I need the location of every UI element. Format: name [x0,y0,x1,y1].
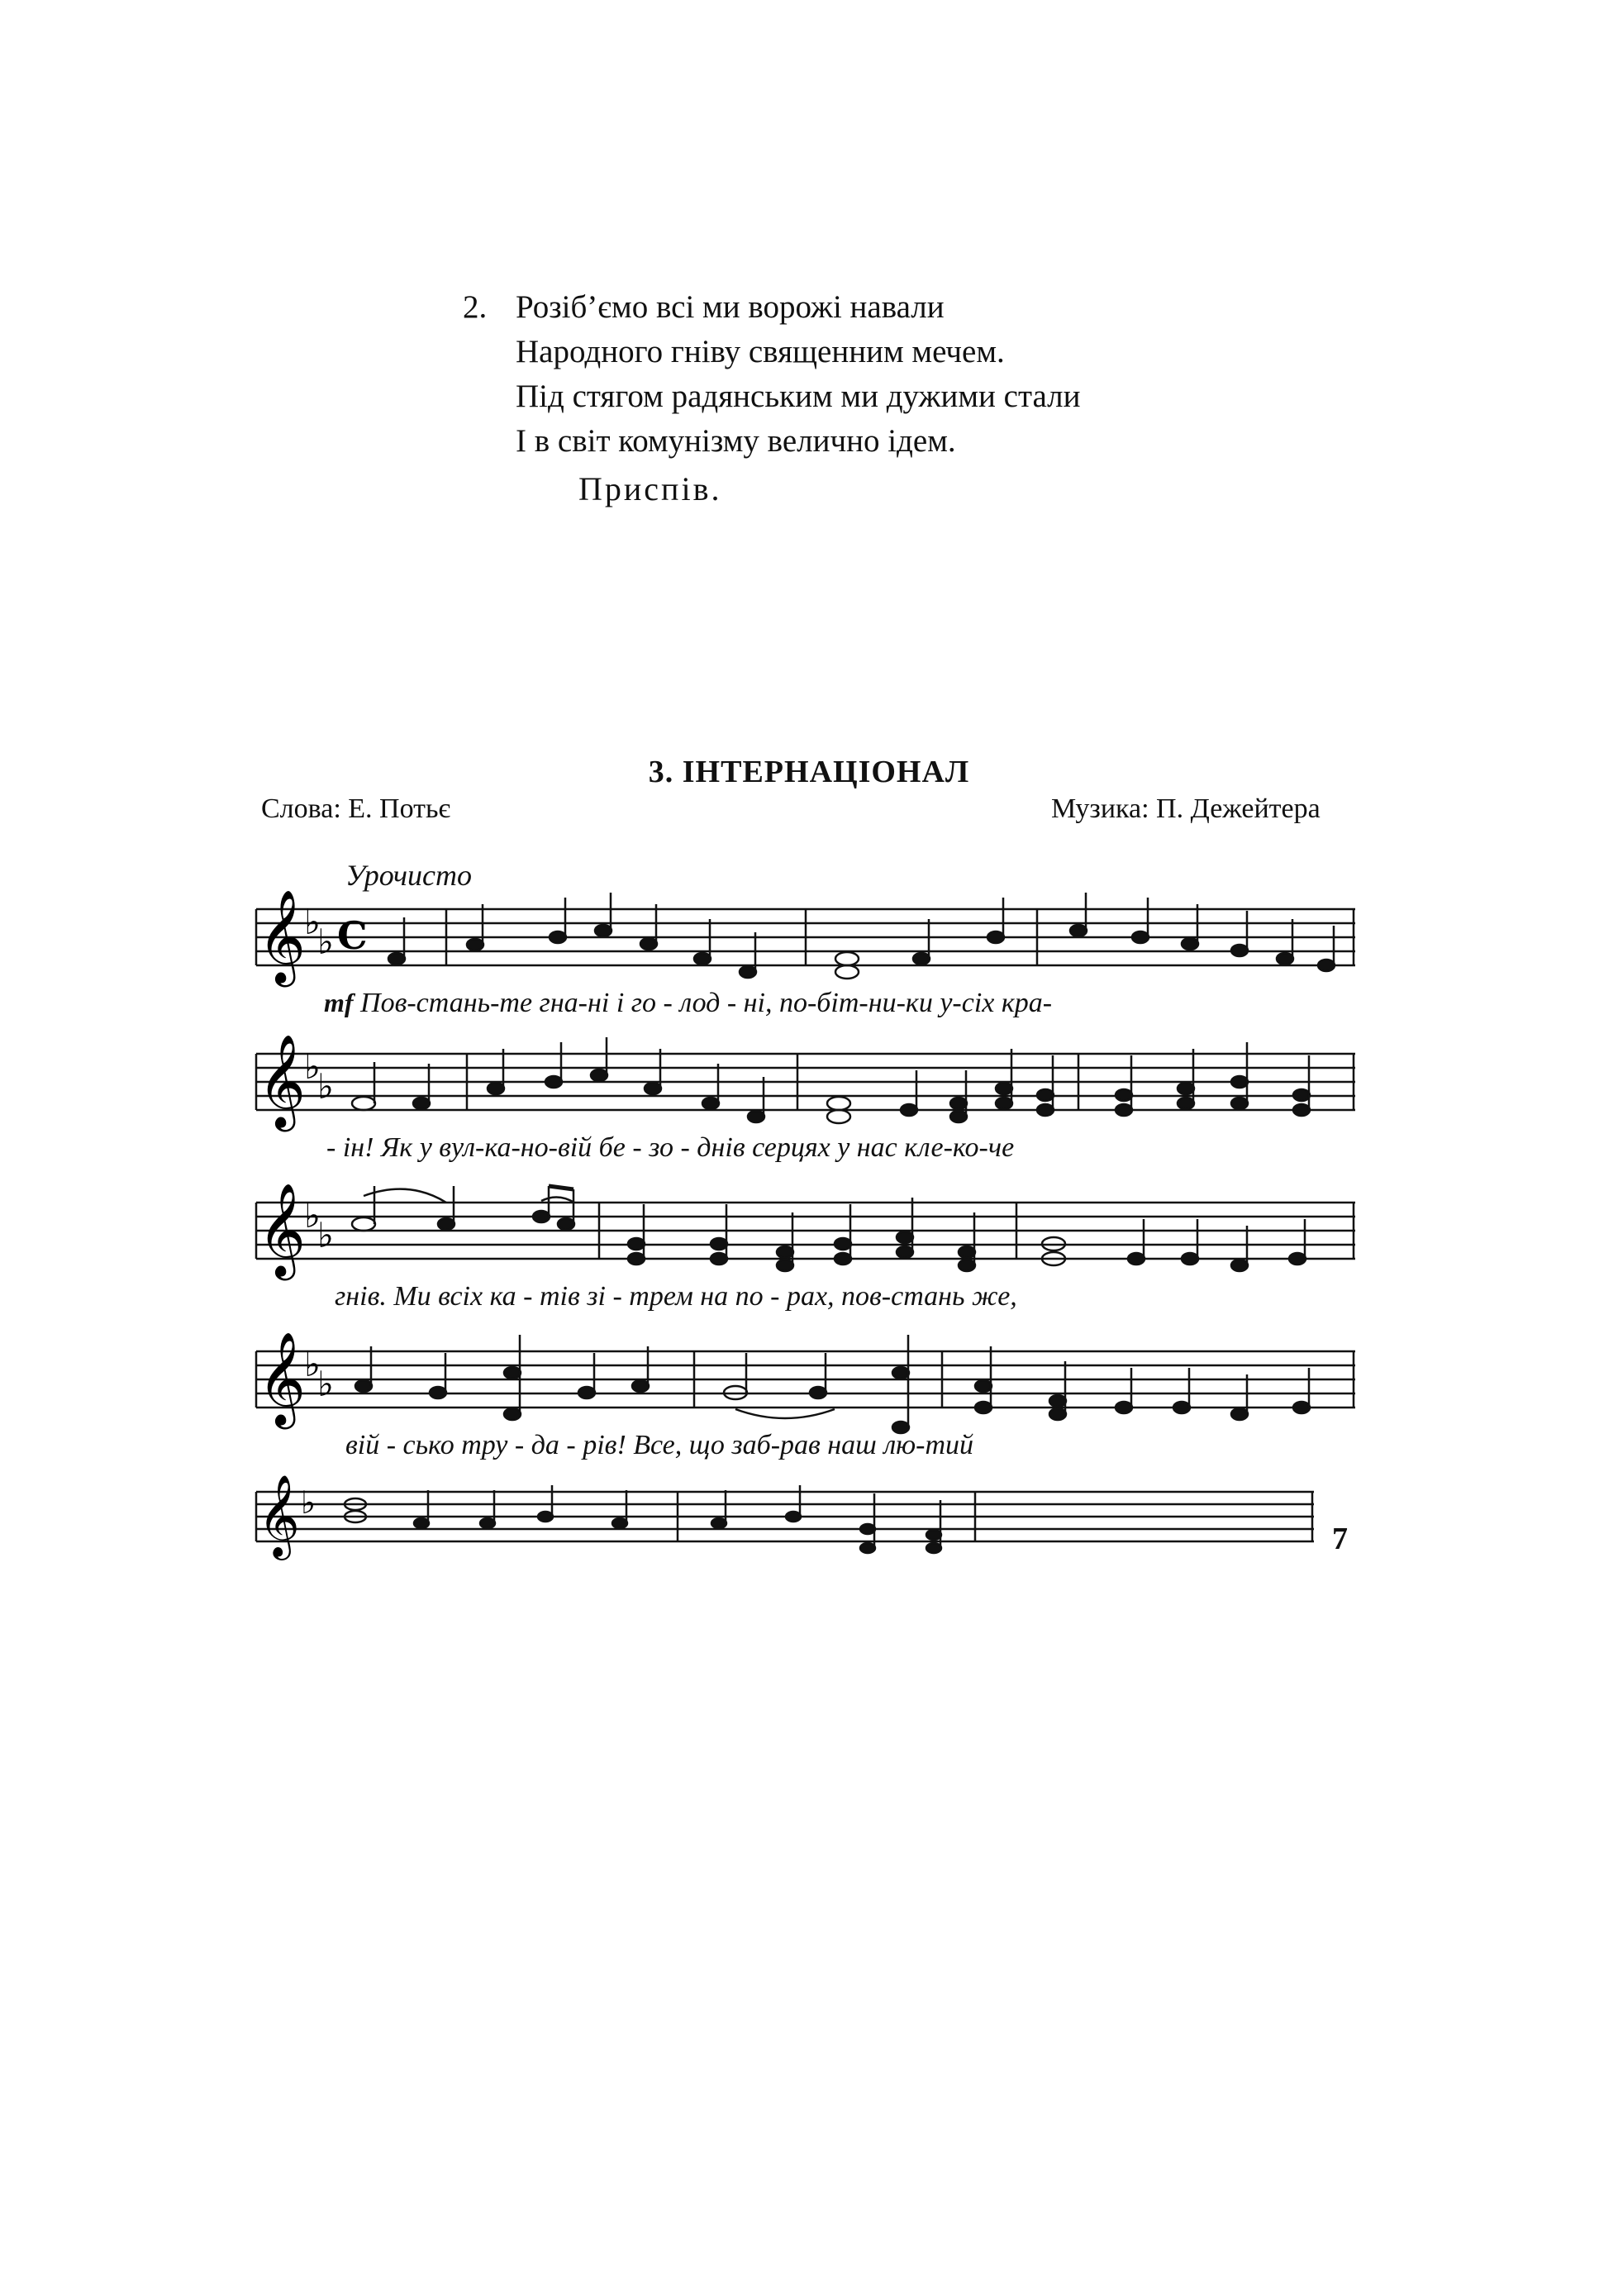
verse-line-text: Під стягом радянським ми дужими стали [516,379,1081,414]
lyrics-line-4: вій - сько тру - да - рів! Все, що заб-рав наш лю-тий [345,1430,974,1460]
verse-line [463,374,1080,419]
verse-2 [463,285,1080,464]
flat-icon: ♭ [304,1344,321,1384]
staff-system-5 [248,1474,1322,1574]
treble-clef-icon: 𝄞 [258,1183,306,1277]
verse-line-text: Розіб’ємо всі ми ворожі навали [516,289,945,325]
music-credit: Музика: П. Дежейтера [1051,793,1321,824]
verse-number: 2. [463,289,488,325]
lyrics-line-3: гнів. Ми всіх ка - тів зі - трем на по - рах, пов-стань же, [335,1281,1017,1312]
words-credit: Слова: Е. Потьє [261,793,451,824]
lyrics-text: Пов-стань-те гна-ні і го - лод - ні, по-біт-ни-ки у-сіх кра- [360,988,1053,1018]
verse-line-text: Народного гніву священним мечем. [516,334,1005,369]
verse-line-text: І в світ комунізму велично ідем. [516,423,956,459]
flat-icon: ♭ [317,1215,334,1255]
flat-icon: ♭ [301,1484,316,1521]
flat-icon: ♭ [304,1046,321,1087]
flat-icon: ♭ [304,902,321,942]
flat-icon: ♭ [317,1066,334,1107]
flat-icon: ♭ [317,1364,334,1404]
dynamic-marking: mf [324,988,354,1017]
verse-line [463,419,1080,464]
refrain-label: Приспів. [578,470,722,507]
treble-clef-icon: 𝄞 [258,1331,306,1426]
flat-icon: ♭ [317,922,334,962]
treble-clef-icon: 𝄞 [258,1034,306,1128]
lyrics-line-1 [324,988,1052,1019]
tempo-marking: Урочисто [345,859,472,892]
song-title: 3. ІНТЕРНАЦІОНАЛ [648,755,970,789]
treble-clef-icon: 𝄞 [258,1474,300,1557]
verse-line [463,285,1080,330]
verse-line [463,330,1080,374]
flat-icon: ♭ [304,1195,321,1236]
treble-clef-icon: 𝄞 [258,889,306,984]
time-signature: C [337,913,368,958]
lyrics-line-2: - ін! Як у вул-ка-но-вій бе - зо - днів серцях у нас кле-ко-че [326,1132,1015,1163]
page-number: 7 [1332,1522,1348,1556]
